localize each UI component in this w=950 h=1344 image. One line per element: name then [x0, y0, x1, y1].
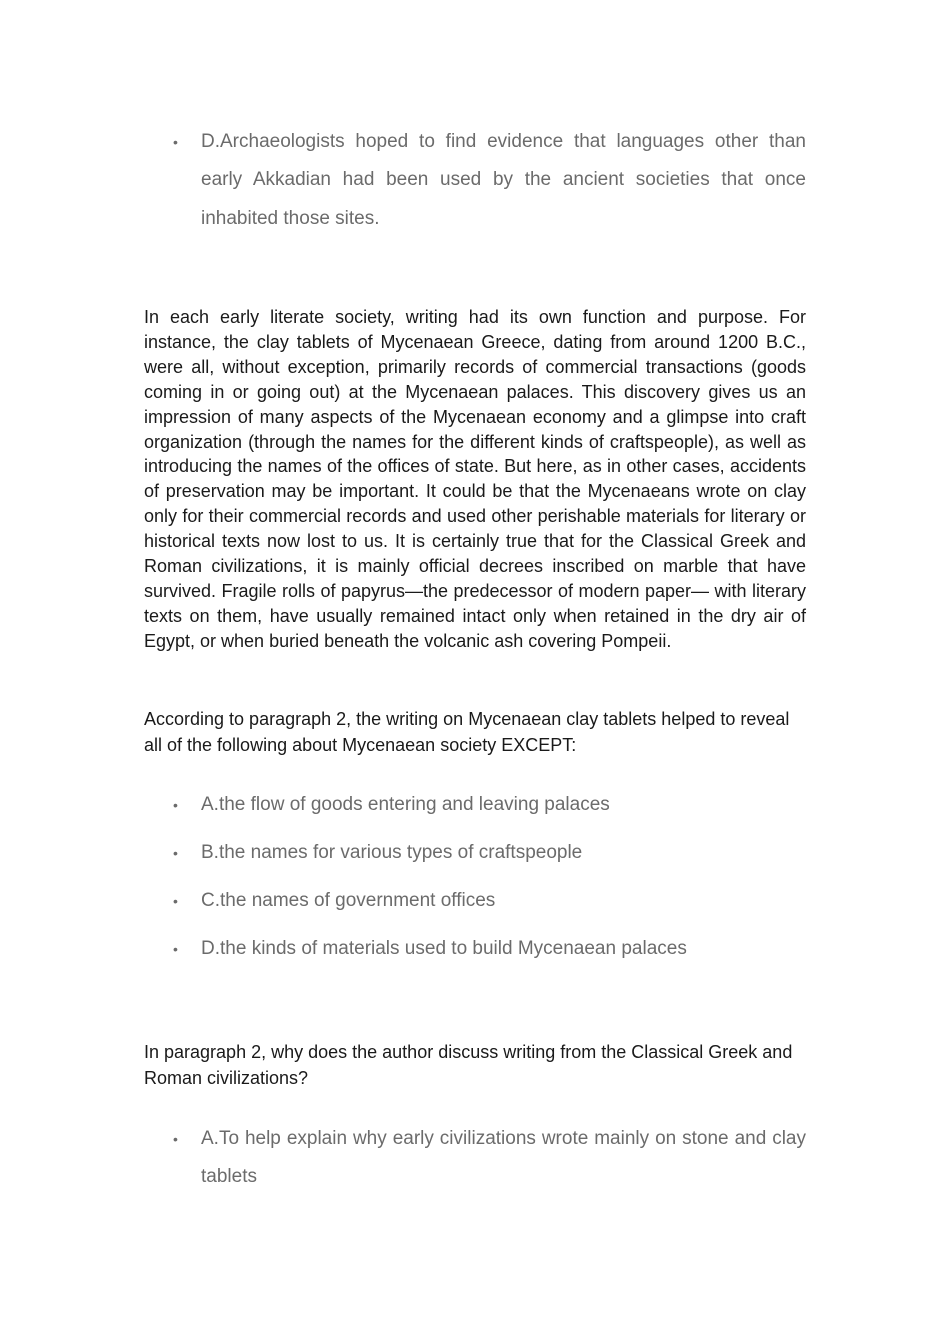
bullet-icon: •	[173, 134, 178, 150]
option-text: B.the names for various types of craftspeople	[201, 842, 583, 863]
answer-option-d[interactable]	[144, 123, 806, 238]
option-list	[144, 792, 806, 962]
answer-option-a[interactable]	[144, 1120, 806, 1197]
option-text: D.Archaeologists hoped to find evidence that languages other than early Akkadian had been used by the ancient societies that once inhabited those sites.	[201, 131, 806, 229]
option-text: C.the names of government offices	[201, 890, 496, 911]
question-1-text: According to paragraph 2, the writing on Mycenaean clay tablets helped to reveal all of the following about Mycenaean society EXCEPT:	[144, 709, 790, 755]
question-2-text: In paragraph 2, why does the author discuss writing from the Classical Greek and Roman civilizations?	[144, 1042, 793, 1088]
answer-option-a[interactable]	[144, 792, 806, 818]
option-text: A.To help explain why early civilizations wrote mainly on stone and clay tablets	[201, 1128, 806, 1188]
bullet-icon: •	[173, 845, 178, 861]
option-list	[144, 1120, 806, 1197]
option-text: D.the kinds of materials used to build Mycenaean palaces	[201, 938, 687, 959]
previous-question-options	[144, 123, 806, 238]
bullet-icon: •	[173, 797, 178, 813]
bullet-icon: •	[173, 1131, 178, 1147]
option-text: A.the flow of goods entering and leaving palaces	[201, 794, 610, 815]
reading-passage	[144, 305, 806, 654]
question-1	[144, 706, 806, 758]
option-list	[144, 123, 806, 238]
bullet-icon: •	[173, 941, 178, 957]
question-2	[144, 1039, 806, 1091]
answer-option-c[interactable]	[144, 888, 806, 914]
bullet-icon: •	[173, 893, 178, 909]
answer-option-d[interactable]	[144, 936, 806, 962]
passage-paragraph: In each early literate society, writing had its own function and purpose. For instance, the clay tablets of Mycenaean Greece, dating from around 1200 B.C., were all, without exception, primarily records of commercial transactions (goods coming in or going out) at the Mycenaean palaces. This discovery gives us an impression of many aspects of the Mycenaean economy and a glimpse into craft organization (through the names for the different kinds of craftspeople), as well as introducing the names of the offices of state. But here, as in other cases, accidents of preservation may be important. It could be that the Mycenaeans wrote on clay only for their commercial records and used other perishable materials for literary or historical texts now lost to us. It is certainly true that for the Classical Greek and Roman civilizations, it is mainly official decrees inscribed on marble that have survived. Fragile rolls of papyrus—the predecessor of modern paper— with literary texts on them, have usually remained intact only when retained in the dry air of Egypt, or when buried beneath the volcanic ash covering Pompeii.	[144, 307, 806, 651]
answer-option-b[interactable]	[144, 840, 806, 866]
question-1-options	[144, 792, 806, 984]
question-2-options	[144, 1120, 806, 1197]
